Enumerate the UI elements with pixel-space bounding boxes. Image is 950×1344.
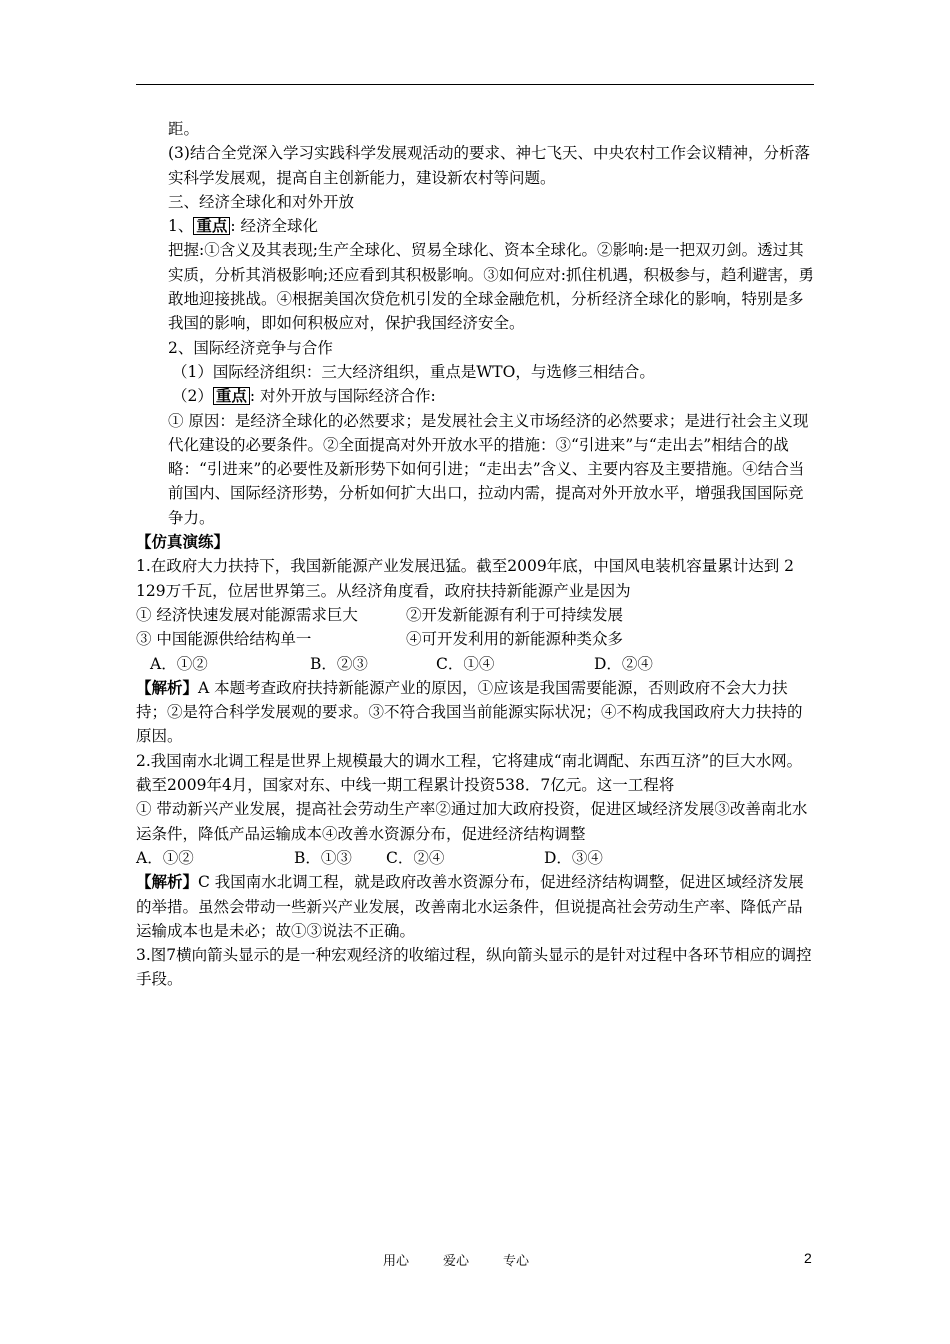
text-line: 距。 (168, 120, 200, 138)
question-2-answers (136, 846, 816, 870)
footer-word: 专心 (503, 1254, 530, 1269)
option: ②开发新能源有利于可持续发展 (406, 605, 624, 624)
subheading-text: : 经济全球化 (230, 217, 319, 236)
answer-choice-c: C．②④ (386, 848, 445, 867)
question-2: 2.我国南水北调工程是世界上规模最大的调水工程，它将建成“南北调配、东西互济”的巨大水网。截至2009年4月，国家对东、中线一期工程累计投资538．7亿元。这一工程将 (136, 751, 803, 795)
option: ③ 中国能源供给结构单一 (136, 630, 312, 649)
answer-choice-a: A．①② (150, 654, 208, 673)
key-point-box: 重点 (193, 217, 230, 235)
subheading-globalization (136, 214, 816, 238)
question-1-options-row (136, 627, 816, 651)
text-paragraph: (3)结合全党深入学习实践科学发展观活动的要求、神七飞天、中央农村工作会议精神，分析落实科学发展观，提高自主创新能力，建设新农村等问题。 (168, 144, 810, 187)
section-title: 【仿真演练】 (136, 532, 230, 552)
answer-choice-c: C．①④ (436, 654, 495, 673)
question-2-options: ① 带动新兴产业发展，提高社会劳动生产率②通过加大政府投资，促进区域经济发展③改善南北水运条件，降低产品运输成本④改善水资源分布，促进经济结构调整 (136, 800, 808, 843)
header-rule (136, 84, 814, 85)
key-point-box: 重点 (213, 387, 250, 405)
analysis-label: 【解析】 (136, 872, 199, 892)
page-content (136, 117, 816, 992)
subheading-opening (136, 384, 816, 408)
text-paragraph: ① 原因：是经济全球化的必然要求；是发展社会主义市场经济的必然要求；是进行社会主义现代化建设的必要条件。②全面提高对外开放水平的措施：③“引进来”与“走出去”相结合的战略：“引进来”的必要性及新形势下如何引进；“走出去”含义、主要内容及主要措施。④结合当前国内、国际经济形势，分析如何扩大出口，拉动内需，提高对外开放水平，增强我国国际竞争力。 (168, 411, 809, 527)
subheading-number: 1、 (168, 217, 194, 236)
option: ① 经济快速发展对能源需求巨大 (136, 605, 358, 624)
footer-word: 用心 (383, 1254, 410, 1269)
answer-choice-b: B．②③ (310, 654, 368, 673)
answer-choice-a: A．①② (136, 848, 194, 867)
subheading: 2、国际经济竞争与合作 (168, 338, 333, 357)
footer-slogan (383, 1250, 563, 1269)
answer-choice-b: B．①③ (294, 848, 352, 867)
analysis-1 (136, 676, 816, 749)
option: ④可开发利用的新能源种类众多 (406, 630, 624, 649)
answer-choice-d: D．②④ (594, 654, 653, 673)
answer-choice-d: D．③④ (544, 848, 603, 867)
question-1: 1.在政府大力扶持下，我国新能源产业发展迅猛。截至2009年底，中国风电装机容量累计达到 2 129万千瓦，位居世界第三。从经济角度看，政府扶持新能源产业是因为 (136, 557, 795, 600)
subheading-text: : 对外开放与国际经济合作: (249, 387, 436, 406)
footer-word: 爱心 (443, 1254, 470, 1269)
analysis-text: C 我国南水北调工程，就是政府改善水资源分布，促进经济结构调整，促进区域经济发展的举措。虽然会带动一些新兴产业发展，改善南北水运条件，但说提高社会劳动生产率、降低产品运输成本也是未必；故①③说法不正确。 (136, 873, 804, 940)
page-number: 2 (804, 1250, 812, 1266)
analysis-2 (136, 870, 816, 943)
subheading-number: （2） (172, 387, 213, 406)
text-line: （1）国际经济组织：三大经济组织，重点是WTO，与选修三相结合。 (172, 362, 655, 381)
analysis-label: 【解析】 (136, 677, 199, 697)
question-1-options-row (136, 603, 816, 627)
section-heading: 三、经济全球化和对外开放 (168, 192, 355, 211)
analysis-text: A 本题考查政府扶持新能源产业的原因，①应该是我国需要能源，否则政府不会大力扶持；②是符合科学发展观的要求。③不符合我国当前能源实际状况；④不构成我国政府大力扶持的原因。 (136, 678, 803, 746)
question-1-answers (136, 652, 816, 676)
question-3: 3.图7横向箭头显示的是一种宏观经济的收缩过程，纵向箭头显示的是针对过程中各环节相应的调控手段。 (136, 946, 812, 989)
text-paragraph: 把握:①含义及其表现;生产全球化、贸易全球化、资本全球化。②影响:是一把双刃剑。透过其实质，分析其消极影响;还应看到其积极影响。③如何应对:抓住机遇，积极参与，趋利避害，勇敢地迎接挑战。④根据美国次贷危机引发的全球金融危机，分析经济全球化的影响，特别是多我国的影响，即如何积极应对，保护我国经济安全。 (168, 241, 814, 333)
